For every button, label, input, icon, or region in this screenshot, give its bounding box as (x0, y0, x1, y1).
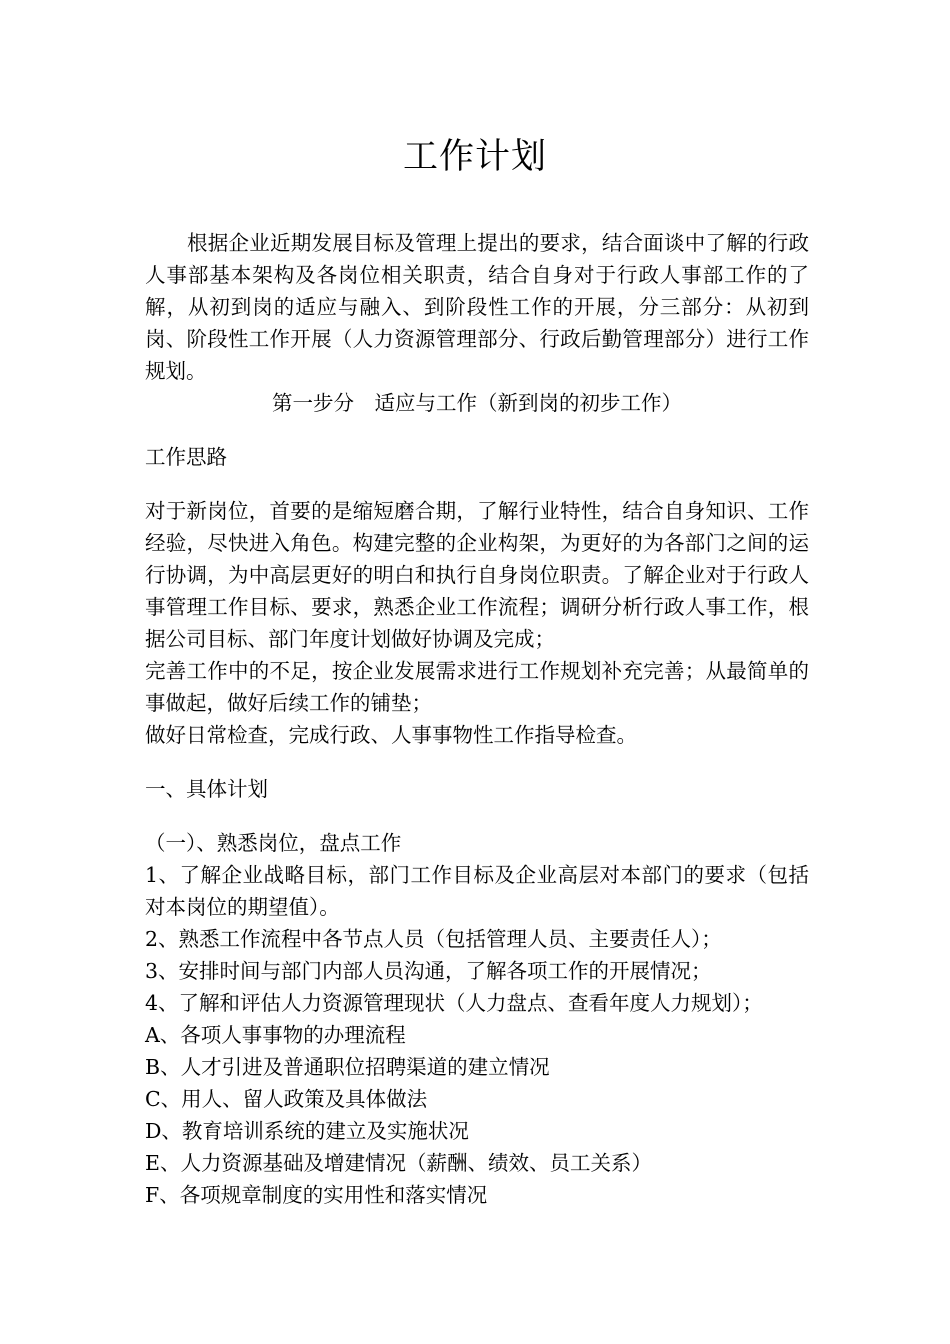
document-title: 工作计划 (402, 137, 547, 177)
approach-heading: 工作思路 (145, 445, 227, 469)
step-heading: 第一步分 适应与工作（新到岗的初步工作） (272, 391, 682, 415)
document-body (145, 227, 809, 1211)
list-item-a: A、各项人事事物的办理流程 (145, 1023, 406, 1047)
list-item-3: 3、安排时间与部门内部人员沟通，了解各项工作的开展情况； (145, 959, 712, 983)
list-item-e: E、人力资源基础及增建情况（薪酬、绩效、员工关系） (145, 1151, 652, 1175)
intro-paragraph: 根据企业近期发展目标及管理上提出的要求，结合面谈中了解的行政人事部基本架构及各岗位相关职责，结合自身对于行政人事部工作的了解，从初到岗的适应与融入、到阶段性工作的开展，分三部分：从初到岗、阶段性工作开展（人力资源管理部分、行政后勤管理部分）进行工作规划。 (145, 231, 809, 383)
plan-heading: 一、具体计划 (145, 777, 268, 801)
approach-paragraph-3: 做好日常检查，完成行政、人事事物性工作指导检查。 (145, 723, 637, 747)
approach-paragraph-2: 完善工作中的不足，按企业发展需求进行工作规划补充完善；从最简单的事做起，做好后续工作的铺垫； (145, 659, 809, 715)
approach-paragraph-1: 对于新岗位，首要的是缩短磨合期，了解行业特性，结合自身知识、工作经验，尽快进入角色。构建完整的企业构架，为更好的为各部门之间的运行协调，为中高层更好的明白和执行自身岗位职责。了解企业对于行政人事管理工作目标、要求，熟悉企业工作流程；调研分析行政人事工作，根据公司目标、部门年度计划做好协调及完成； (145, 499, 809, 651)
list-item-1: 1、了解企业战略目标，部门工作目标及企业高层对本部门的要求（包括对本岗位的期望值）。 (145, 863, 809, 919)
sub-heading: （一）、熟悉岗位，盘点工作 (145, 831, 402, 855)
list-item-c: C、用人、留人政策及具体做法 (145, 1087, 428, 1111)
list-item-b: B、人才引进及普通职位招聘渠道的建立情况 (145, 1055, 550, 1079)
list-item-4: 4、了解和评估人力资源管理现状（人力盘点、查看年度人力规划）； (145, 991, 763, 1015)
list-item-2: 2、熟悉工作流程中各节点人员（包括管理人员、主要责任人）； (145, 927, 722, 951)
list-item-d: D、教育培训系统的建立及实施状况 (145, 1119, 469, 1143)
list-item-f: F、各项规章制度的实用性和落实情况 (145, 1183, 488, 1207)
